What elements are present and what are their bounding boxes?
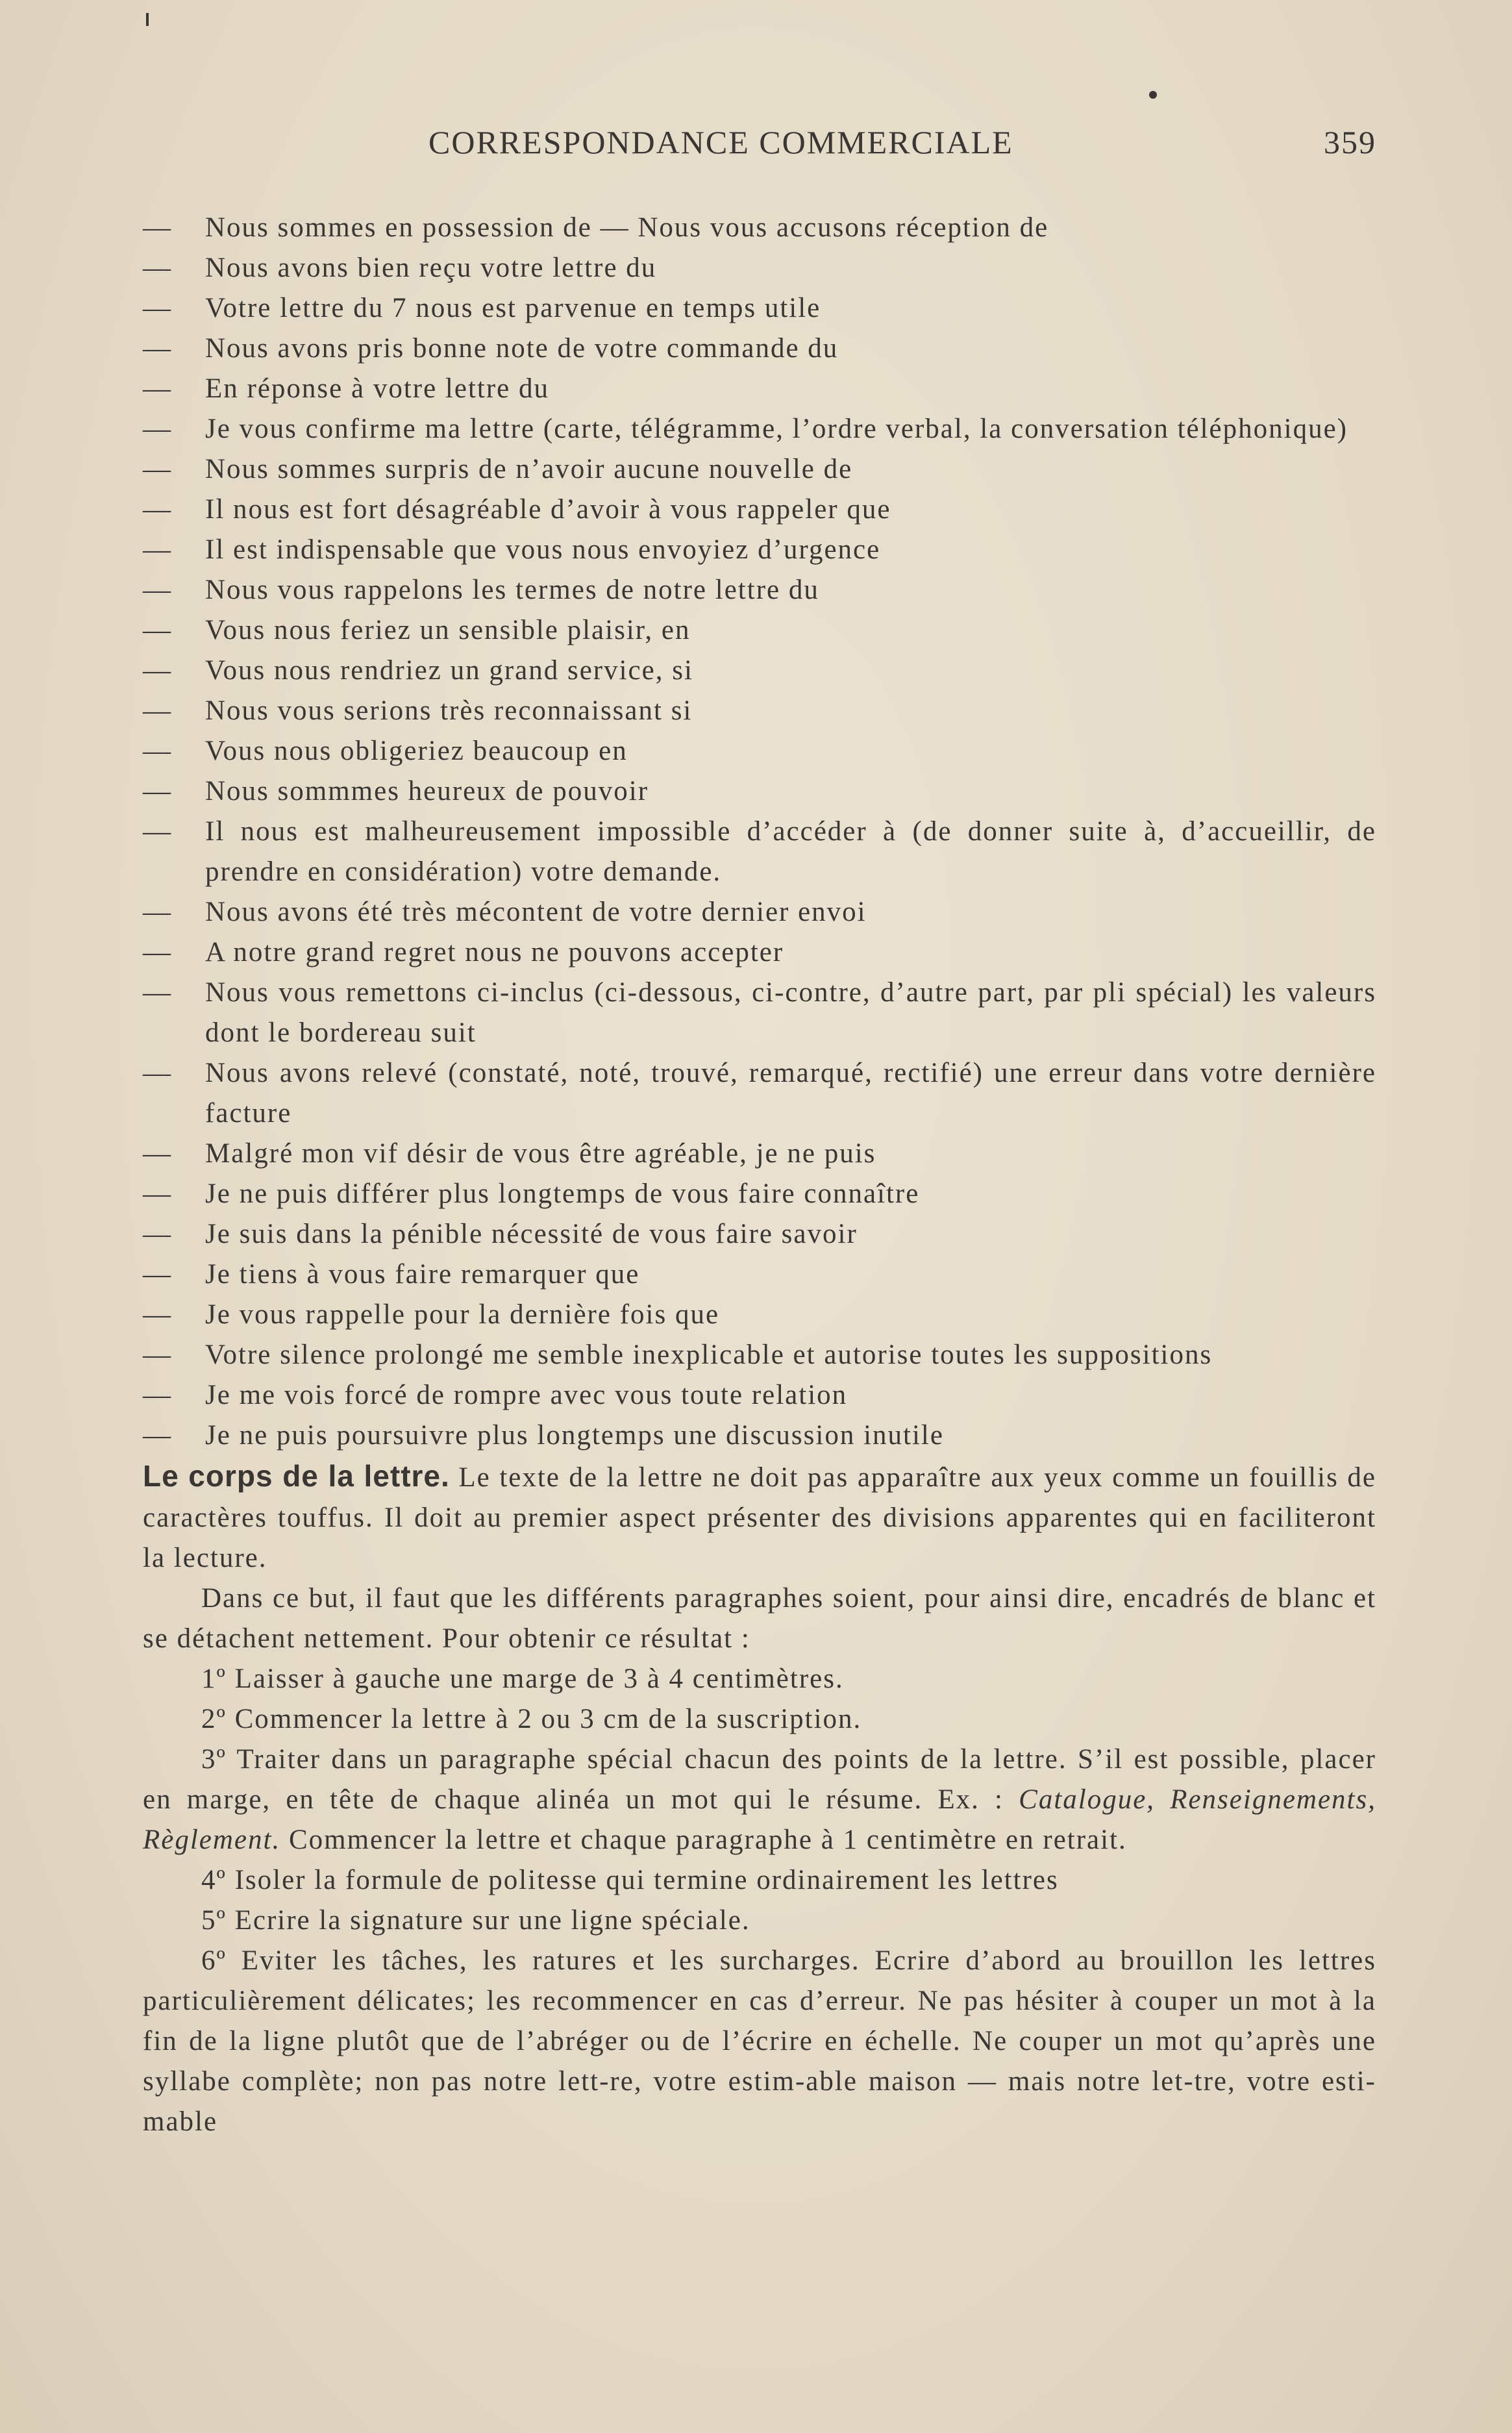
phrase-item [143, 369, 1376, 409]
phrase-text: Nous sommes surpris de n’avoir aucune nouvelle de [205, 454, 853, 484]
phrase-item [143, 1053, 1376, 1134]
phrase-dash: — [143, 937, 172, 967]
rule-text: Ecrire la signature sur une ligne spéciale. [226, 1905, 750, 1936]
print-mark [146, 13, 149, 26]
phrase-text: Je tiens à vous faire remarquer que [205, 1259, 640, 1290]
phrase-item [143, 651, 1376, 691]
phrase-dash: — [143, 1219, 172, 1249]
phrase-item [143, 812, 1376, 892]
phrase-dash: — [143, 534, 172, 565]
phrase-text: Vous nous feriez un sensible plaisir, en [205, 615, 691, 645]
rule-paragraph [143, 1941, 1376, 2142]
rule-text: Isoler la formule de politesse qui termine ordinairement les lettres [226, 1865, 1059, 1895]
phrase-item [143, 1174, 1376, 1214]
rule-number: 1º [201, 1664, 227, 1694]
phrase-item [143, 570, 1376, 610]
phrase-item [143, 1134, 1376, 1174]
phrase-text: Je ne puis différer plus longtemps de vous faire connaître [205, 1179, 920, 1209]
phrase-text: Je ne puis poursuivre plus longtemps une discussion inutile [205, 1420, 944, 1451]
phrase-dash: — [143, 1380, 172, 1410]
rule-text: Traiter dans un paragraphe spécial chacun des points de la lettre. S’il est possible, placer en marge, en tête de chaque alinéa un mot qui le résume. Ex. : [143, 1744, 1376, 1815]
phrase-item [143, 208, 1376, 248]
phrase-dash: — [143, 494, 172, 525]
phrase-text: A notre grand regret nous ne pouvons accepter [205, 937, 784, 967]
phrase-item [143, 1375, 1376, 1416]
phrase-dash: — [143, 1299, 172, 1330]
phrase-dash: — [143, 1058, 172, 1088]
phrase-dash: — [143, 655, 172, 686]
phrase-text: Vous nous rendriez un grand service, si [205, 655, 693, 686]
phrase-text: Nous sommmes heureux de pouvoir [205, 776, 649, 806]
rule-number: 2º [201, 1704, 227, 1734]
rule-paragraph [143, 1860, 1376, 1901]
phrase-dash: — [143, 373, 172, 404]
phrase-item [143, 530, 1376, 570]
phrase-text: Je vous rappelle pour la dernière fois que [205, 1299, 720, 1330]
phrase-dash: — [143, 977, 172, 1008]
phrase-item [143, 610, 1376, 651]
phrase-dash: — [143, 736, 172, 766]
rule-text: Commencer la lettre à 2 ou 3 cm de la suscription. [226, 1704, 862, 1734]
phrase-dash: — [143, 1340, 172, 1370]
phrase-item [143, 771, 1376, 812]
phrase-item [143, 288, 1376, 329]
phrase-text: Votre lettre du 7 nous est parvenue en temps utile [205, 293, 821, 323]
phrase-dash: — [143, 615, 172, 645]
rule-number: 3º [201, 1744, 227, 1775]
rule-number: 6º [201, 1945, 227, 1976]
phrase-item [143, 449, 1376, 490]
phrase-dash: — [143, 293, 172, 323]
phrase-item [143, 1214, 1376, 1254]
phrase-dash: — [143, 333, 172, 364]
phrase-text: Nous avons pris bonne note de votre commande du [205, 333, 839, 364]
intro-paragraph: Dans ce but, il faut que les différents paragraphes soient, pour ainsi dire, encadrés de blanc et se détachent nettement. Pour obtenir ce résultat : [143, 1583, 1376, 1654]
phrase-text: Il nous est malheureusement impossible d’accéder à (de donner suite à, d’accueillir, de prendre en considération) votre demande. [205, 816, 1376, 887]
phrase-dash: — [143, 776, 172, 806]
phrase-dash: — [143, 575, 172, 605]
phrase-dash: — [143, 253, 172, 283]
rule-list [143, 1659, 1376, 2142]
phrase-item [143, 248, 1376, 288]
phrase-text: Je me vois forcé de rompre avec vous toute relation [205, 1380, 848, 1410]
page-body [143, 208, 1376, 2142]
rule-number: 5º [201, 1905, 227, 1936]
phrase-text: Nous vous serions très reconnaissant si [205, 695, 693, 726]
section-paragraph [143, 1456, 1376, 1578]
phrase-text: Malgré mon vif désir de vous être agréable, je ne puis [205, 1138, 876, 1169]
phrase-dash: — [143, 695, 172, 726]
phrase-text: Il est indispensable que vous nous envoyiez d’urgence [205, 534, 881, 565]
phrase-text: Je vous confirme ma lettre (carte, télégramme, l’ordre verbal, la conversation téléphonique) [205, 414, 1348, 444]
page-header [143, 123, 1376, 169]
print-dot [1149, 91, 1157, 99]
phrase-text: Nous avons bien reçu votre lettre du [205, 253, 657, 283]
phrase-text: Nous sommes en possession de — Nous vous accusons réception de [205, 212, 1049, 243]
phrase-dash: — [143, 816, 172, 847]
running-title: CORRESPONDANCE COMMERCIALE [428, 124, 1013, 160]
phrase-dash: — [143, 414, 172, 444]
phrase-item [143, 409, 1376, 449]
section-text: Le texte de la lettre ne doit pas apparaître aux yeux comme un fouillis de caractères touffus. Il doit au premier aspect présenter des divisions apparentes qui en faciliteront la lecture. [143, 1462, 1376, 1573]
phrase-item [143, 1416, 1376, 1456]
section-heading: Le corps de la lettre. [143, 1459, 450, 1493]
phrase-text: Nous avons été très mécontent de votre dernier envoi [205, 897, 867, 927]
rule-text: Laisser à gauche une marge de 3 à 4 centimètres. [226, 1664, 844, 1694]
phrase-dash: — [143, 1259, 172, 1290]
rule-paragraph [143, 1740, 1376, 1860]
phrase-item [143, 691, 1376, 731]
phrase-item [143, 1254, 1376, 1295]
phrase-text: Vous nous obligeriez beaucoup en [205, 736, 628, 766]
phrase-item [143, 1335, 1376, 1375]
phrase-text: Nous vous rappelons les termes de notre lettre du [205, 575, 819, 605]
phrase-item [143, 932, 1376, 973]
phrase-dash: — [143, 454, 172, 484]
phrase-dash: — [143, 1420, 172, 1451]
phrase-item [143, 973, 1376, 1053]
phrase-dash: — [143, 212, 172, 243]
phrase-dash: — [143, 897, 172, 927]
phrase-list [143, 208, 1376, 1456]
rule-paragraph [143, 1901, 1376, 1941]
phrase-text: Il nous est fort désagréable d’avoir à vous rappeler que [205, 494, 891, 525]
phrase-dash: — [143, 1179, 172, 1209]
rule-examples: Catalogue, Renseignements, Règlement. [143, 1784, 1376, 1855]
phrase-dash: — [143, 1138, 172, 1169]
phrase-text: Nous avons relevé (constaté, noté, trouvé, remarqué, rectifié) une erreur dans votre dernière facture [205, 1058, 1376, 1129]
page-number: 359 [1324, 124, 1376, 160]
phrase-item [143, 329, 1376, 369]
phrase-text: En réponse à votre lettre du [205, 373, 550, 404]
rule-number: 4º [201, 1865, 227, 1895]
rule-paragraph [143, 1699, 1376, 1740]
phrase-text: Nous vous remettons ci-inclus (ci-dessous, ci-contre, d’autre part, par pli spécial) les valeurs dont le bordereau suit [205, 977, 1376, 1048]
phrase-item [143, 731, 1376, 771]
rule-text: Eviter les tâches, les ratures et les surcharges. Ecrire d’abord au brouillon les lettres particulièrement délicates; les recommencer en cas d’erreur. Ne pas hésiter à couper un mot à la fin de la ligne plutôt que de l’abréger ou de l’écrire en échelle. Ne couper un mot qu’après une syllabe complète; non pas notre lett-re, votre estim-able maison — mais notre let-tre, votre esti-mable [143, 1945, 1376, 2137]
phrase-item [143, 892, 1376, 932]
phrase-item [143, 490, 1376, 530]
phrase-text: Je suis dans la pénible nécessité de vous faire savoir [205, 1219, 858, 1249]
phrase-item [143, 1295, 1376, 1335]
rule-text-continued: Commencer la lettre et chaque paragraphe à 1 centimètre en retrait. [280, 1825, 1127, 1855]
phrase-text: Votre silence prolongé me semble inexplicable et autorise toutes les suppositions [205, 1340, 1213, 1370]
rule-paragraph [143, 1659, 1376, 1699]
